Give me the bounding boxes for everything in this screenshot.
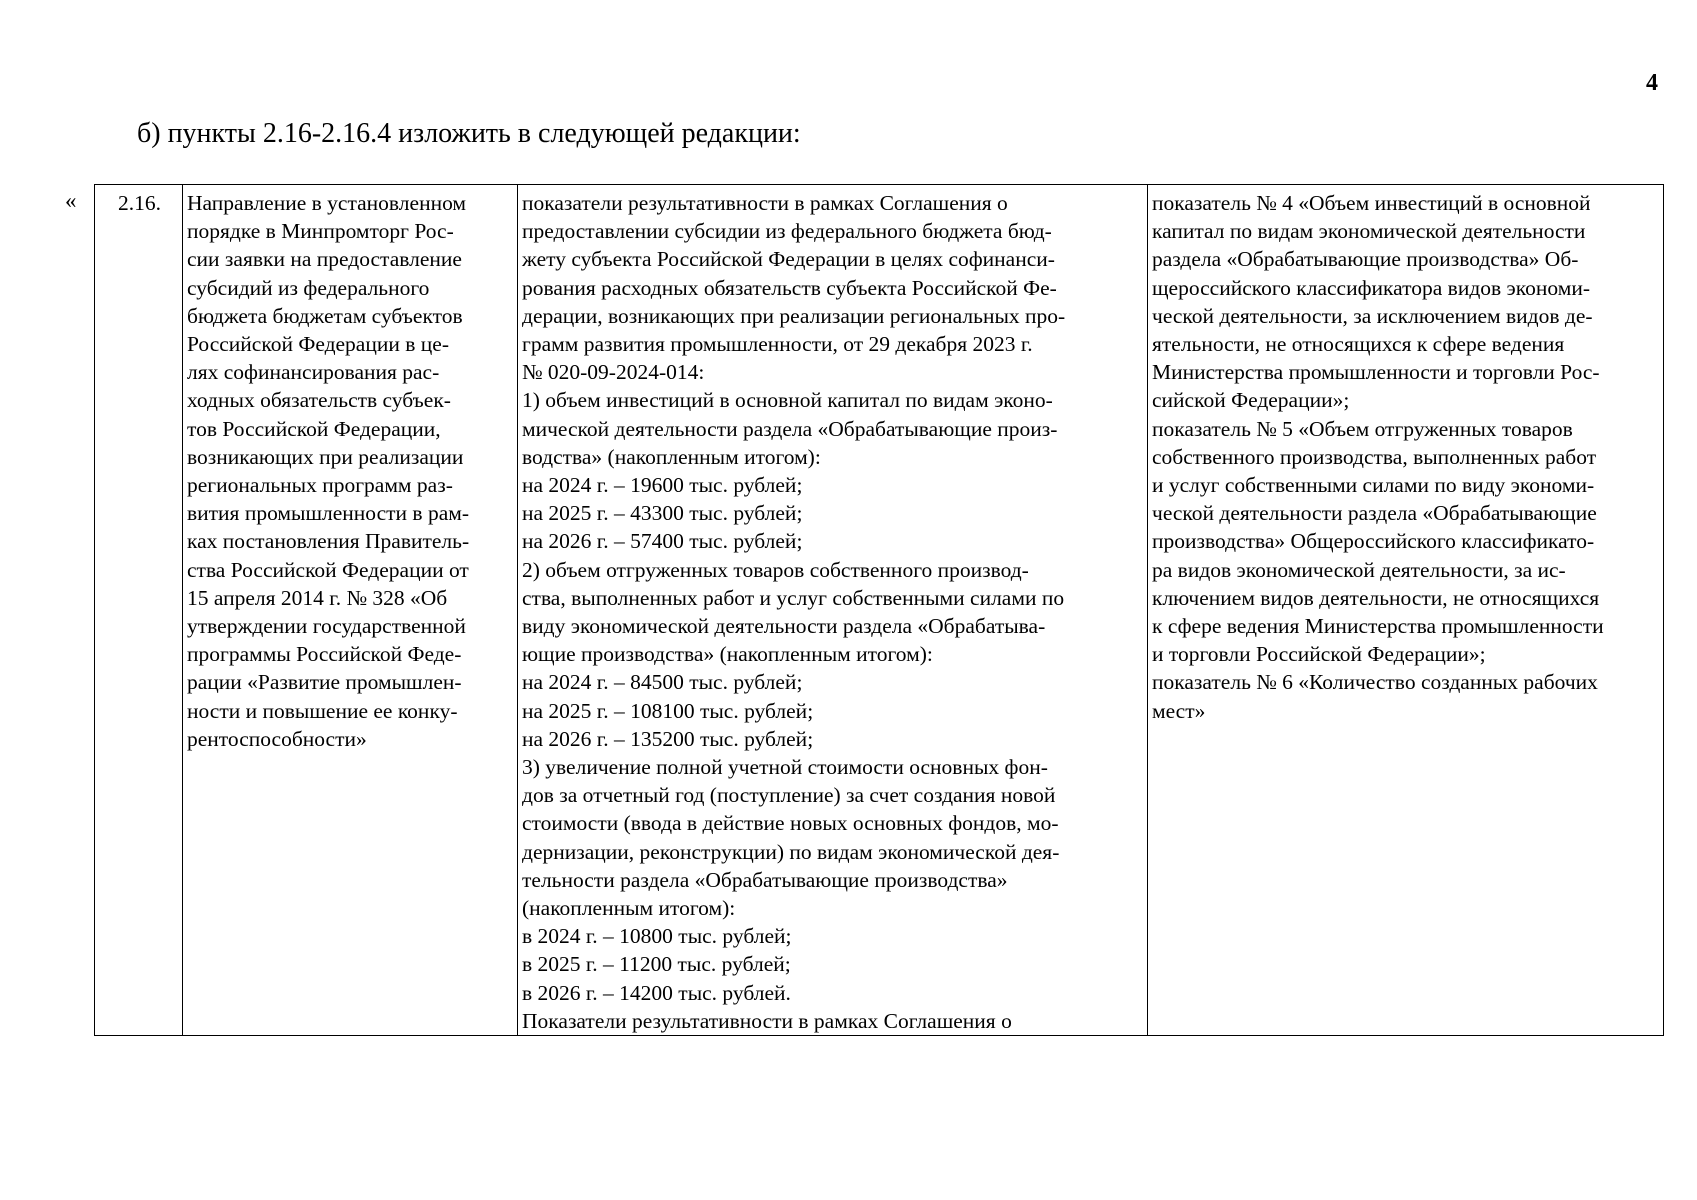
text-line: ках постановления Правитель- xyxy=(187,529,470,554)
text-line: вития промышленности в рам- xyxy=(187,501,469,526)
text-line: ческой деятельности, за исключением видов де- xyxy=(1152,303,1593,328)
text-line: щероссийского классификатора видов экономи- xyxy=(1152,275,1590,300)
text-line: производства» Общероссийского классификато- xyxy=(1152,529,1595,554)
text-line: ства, выполненных работ и услуг собственными силами по xyxy=(522,585,1065,610)
text-line: региональных программ раз- xyxy=(187,473,453,498)
text-line: в 2026 г. – 14200 тыс. рублей. xyxy=(522,980,791,1005)
direction-cell xyxy=(183,185,518,1036)
text-line: мест» xyxy=(1152,698,1206,723)
text-line: рации «Развитие промышлен- xyxy=(187,670,462,695)
text-line: субсидий из федерального xyxy=(187,275,430,300)
text-line: ства Российской Федерации от xyxy=(187,557,469,582)
text-line: раздела «Обрабатывающие производства» Об- xyxy=(1152,247,1579,272)
text-line: ра видов экономической деятельности, за ис- xyxy=(1152,557,1566,582)
text-line: утверждении государственной xyxy=(187,614,466,639)
text-line: на 2025 г. – 43300 тыс. рублей; xyxy=(522,501,803,526)
text-line: Министерства промышленности и торговли Рос- xyxy=(1152,360,1600,385)
row-number: 2.16. xyxy=(118,191,161,215)
indicators-cell xyxy=(518,185,1148,1036)
row-number-cell xyxy=(95,185,183,1036)
text-line: дернизации, реконструкции) по видам экономической дея- xyxy=(522,839,1060,864)
text-line: на 2026 г. – 57400 тыс. рублей; xyxy=(522,529,803,554)
text-line: ключением видов деятельности, не относящихся xyxy=(1152,585,1600,610)
text-line: Показатели результативности в рамках Соглашения о xyxy=(522,1008,1012,1033)
text-line: порядке в Минпромторг Рос- xyxy=(187,219,454,244)
text-line: ятельности, не относящихся к сфере ведения xyxy=(1152,332,1565,357)
text-line: программы Российской Феде- xyxy=(187,642,462,667)
text-line: сийской Федерации»; xyxy=(1152,388,1350,413)
text-line: показатели результативности в рамках Соглашения о xyxy=(522,191,1008,215)
text-line: 15 апреля 2014 г. № 328 «Об xyxy=(187,585,448,610)
amendment-table xyxy=(94,184,1664,1036)
text-line: грамм развития промышленности, от 29 декабря 2023 г. xyxy=(522,332,1033,357)
page-number: 4 xyxy=(1646,70,1658,96)
text-line: дерации, возникающих при реализации региональных про- xyxy=(522,303,1066,328)
text-line: (накопленным итогом): xyxy=(522,896,736,921)
text-line: тов Российской Федерации, xyxy=(187,416,441,441)
text-line: показатель № 4 «Объем инвестиций в основной xyxy=(1152,191,1591,215)
text-line: дов за отчетный год (поступление) за счет создания новой xyxy=(522,783,1056,808)
text-line: жету субъекта Российской Федерации в целях софинанси- xyxy=(522,247,1055,272)
text-line: показатель № 5 «Объем отгруженных товаров xyxy=(1152,416,1573,441)
text-line: стоимости (ввода в действие новых основных фондов, мо- xyxy=(522,811,1059,836)
text-line: Российской Федерации в це- xyxy=(187,332,449,357)
text-line: 2) объем отгруженных товаров собственного производ- xyxy=(522,557,1029,582)
text-line: 3) увеличение полной учетной стоимости основных фон- xyxy=(522,755,1048,780)
text-line: и торговли Российской Федерации»; xyxy=(1152,642,1486,667)
text-line: показатель № 6 «Количество созданных рабочих xyxy=(1152,670,1598,695)
text-line: № 020-09-2024-014: xyxy=(522,360,705,385)
additional-indicators-cell xyxy=(1148,185,1664,1036)
opening-quote: « xyxy=(65,188,77,213)
text-line: возникающих при реализации xyxy=(187,444,464,469)
text-line: в 2024 г. – 10800 тыс. рублей; xyxy=(522,924,792,949)
text-line: на 2024 г. – 19600 тыс. рублей; xyxy=(522,473,803,498)
text-line: лях софинансирования рас- xyxy=(187,360,440,385)
text-line: на 2025 г. – 108100 тыс. рублей; xyxy=(522,698,814,723)
text-line: и услуг собственными силами по виду экономи- xyxy=(1152,473,1595,498)
text-line: ческой деятельности раздела «Обрабатывающие xyxy=(1152,501,1597,526)
text-line: рентоспособности» xyxy=(187,726,367,751)
text-line: 1) объем инвестиций в основной капитал по видам эконо- xyxy=(522,388,1053,413)
text-line: к сфере ведения Министерства промышленности xyxy=(1152,614,1604,639)
text-line: капитал по видам экономической деятельности xyxy=(1152,219,1586,244)
text-line: мической деятельности раздела «Обрабатывающие произ- xyxy=(522,416,1058,441)
text-line: водства» (накопленным итогом): xyxy=(522,444,821,469)
text-line: бюджета бюджетам субъектов xyxy=(187,303,463,328)
text-line: сии заявки на предоставление xyxy=(187,247,462,272)
text-line: на 2026 г. – 135200 тыс. рублей; xyxy=(522,726,814,751)
text-line: предоставлении субсидии из федерального бюджета бюд- xyxy=(522,219,1052,244)
text-line: в 2025 г. – 11200 тыс. рублей; xyxy=(522,952,791,977)
table-row xyxy=(95,185,1664,1036)
text-line: тельности раздела «Обрабатывающие производства» xyxy=(522,867,1008,892)
text-line: ности и повышение ее конку- xyxy=(187,698,458,723)
text-line: собственного производства, выполненных работ xyxy=(1152,444,1597,469)
intro-paragraph: б) пункты 2.16-2.16.4 изложить в следующей редакции: xyxy=(137,118,801,149)
text-line: ходных обязательств субъек- xyxy=(187,388,451,413)
text-line: на 2024 г. – 84500 тыс. рублей; xyxy=(522,670,803,695)
text-line: ющие производства» (накопленным итогом): xyxy=(522,642,933,667)
text-line: Направление в установленном xyxy=(187,191,467,215)
text-line: виду экономической деятельности раздела «Обрабатыва- xyxy=(522,614,1046,639)
text-line: рования расходных обязательств субъекта Российской Фе- xyxy=(522,275,1057,300)
